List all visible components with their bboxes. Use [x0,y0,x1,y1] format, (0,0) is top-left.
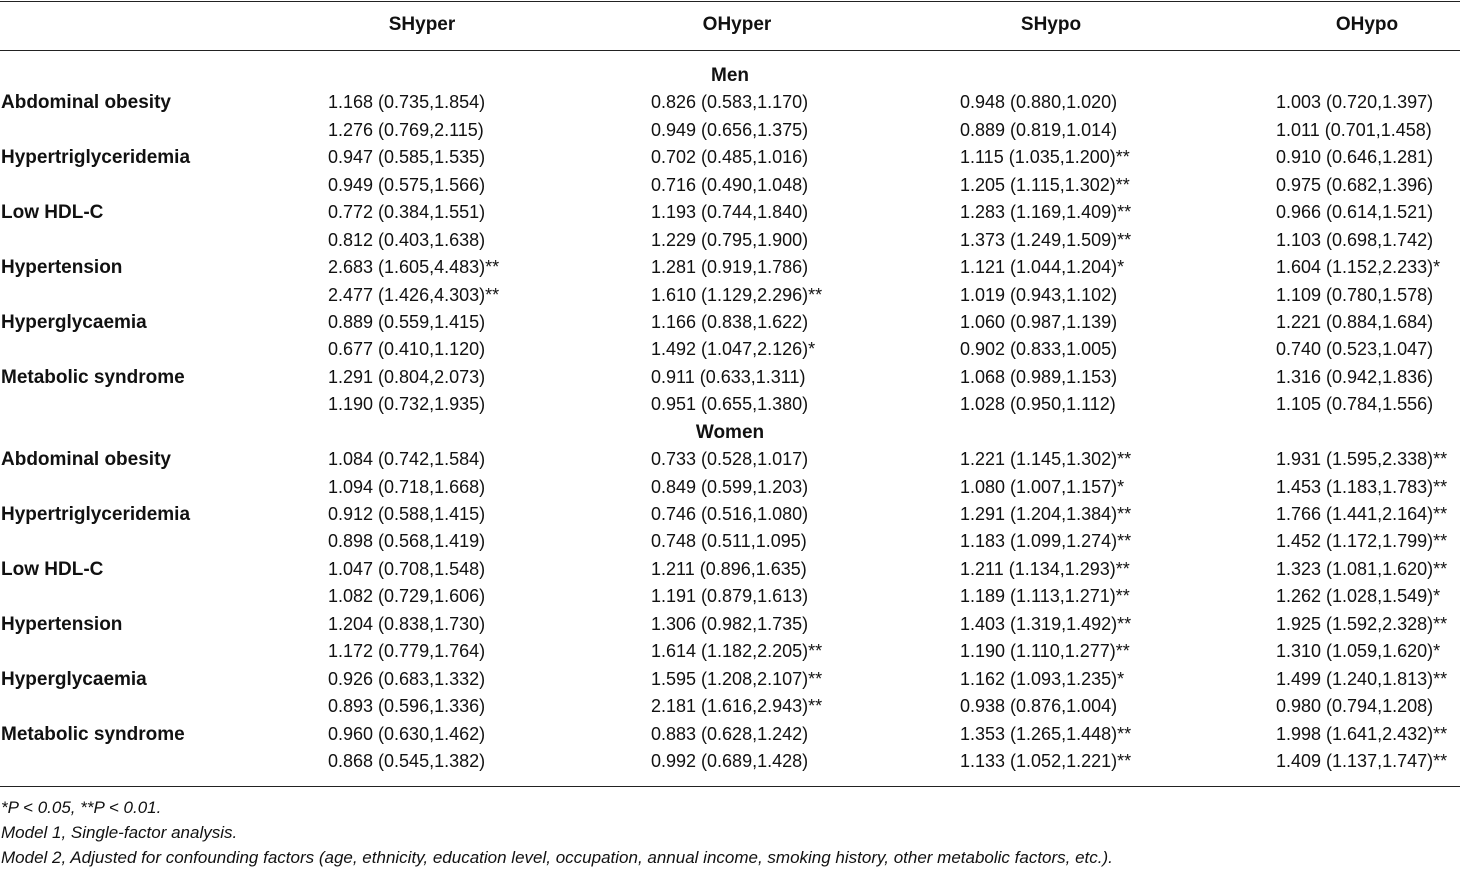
table-cell: 1.011 (0.701,1.458) [1276,119,1432,140]
table-cell: 2.683 (1.605,4.483)** [328,257,500,278]
footnote-model-2: Model 2, Adjusted for confounding factors (age, ethnicity, education level, occupation, annual income, smoking history, other metabolic factors, etc.). [1,848,1113,867]
table-cell: 1.595 (1.208,2.107)** [651,668,823,689]
table-cell: 1.281 (0.919,1.786) [651,257,809,278]
table-cell: 1.403 (1.319,1.492)** [960,613,1132,634]
table-cell: 0.926 (0.683,1.332) [328,668,486,689]
table-cell: 0.911 (0.633,1.311) [651,366,806,387]
table-cell: 0.949 (0.656,1.375) [651,119,809,140]
table-cell: 0.898 (0.568,1.419) [328,531,486,552]
table-cell: 0.902 (0.833,1.005) [960,339,1118,360]
table-cell: 1.028 (0.950,1.112) [960,394,1116,415]
table-cell: 1.310 (1.059,1.620)* [1276,641,1441,662]
table-row [0,282,1460,309]
table-row [0,254,1460,281]
table-cell: 1.453 (1.183,1.783)** [1276,476,1448,497]
table-row [0,117,1460,144]
table-cell: 0.677 (0.410,1.120) [328,339,486,360]
table-cell: 1.221 (0.884,1.684) [1276,311,1434,332]
table-cell: 0.966 (0.614,1.521) [1276,202,1434,223]
table-cell: 1.316 (0.942,1.836) [1276,366,1434,387]
row-label: Hypertriglyceridemia [1,147,191,169]
group-title: Women [695,421,765,443]
table-cell: 0.883 (0.628,1.242) [651,723,809,744]
table-cell: 1.931 (1.595,2.338)** [1276,449,1448,470]
table-cell: 0.716 (0.490,1.048) [651,174,809,195]
table-row [0,748,1460,775]
table-cell: 1.452 (1.172,1.799)** [1276,531,1448,552]
table-cell: 0.826 (0.583,1.170) [651,92,809,113]
table-cell: 1.189 (1.113,1.271)** [960,586,1130,607]
table-cell: 0.702 (0.485,1.016) [651,147,809,168]
table-row [0,611,1460,638]
table-cell: 0.912 (0.588,1.415) [328,504,486,524]
table-cell: 1.492 (1.047,2.126)* [651,339,816,360]
row-label: Metabolic syndrome [1,366,185,388]
table-cell: 1.614 (1.182,2.205)** [651,641,823,662]
table-cell: 1.766 (1.441,2.164)** [1276,504,1448,524]
table-row [0,391,1460,418]
table-cell: 2.181 (1.616,2.943)** [651,696,823,717]
table-row [0,583,1460,610]
table-cell: 1.115 (1.035,1.200)** [960,147,1130,168]
table-cell: 0.746 (0.516,1.080) [651,504,809,524]
table-cell: 1.276 (0.769,2.115) [328,119,484,140]
table-cell: 0.893 (0.596,1.336) [328,696,486,717]
table-cell: 0.812 (0.403,1.638) [328,229,486,250]
table-cell: 1.003 (0.720,1.397) [1276,92,1434,113]
table-cell: 0.733 (0.528,1.017) [651,449,809,470]
table-row [0,144,1460,171]
table-cell: 1.162 (1.093,1.235)* [960,668,1125,689]
table-cell: 0.980 (0.794,1.208) [1276,696,1434,717]
table-cell: 1.047 (0.708,1.548) [328,558,486,579]
table-header-row [0,14,1460,40]
table-cell: 0.889 (0.819,1.014) [960,119,1118,140]
table-cell: 1.166 (0.838,1.622) [651,311,809,332]
table-cell: 0.951 (0.655,1.380) [651,394,809,415]
table-row [0,501,1460,528]
table-cell: 0.949 (0.575,1.566) [328,174,486,195]
table-cell: 1.211 (0.896,1.635) [651,558,807,579]
table-cell: 1.204 (0.838,1.730) [328,613,486,634]
column-header-ohyper: OHyper [702,14,772,35]
column-header-shypo: SHypo [1020,14,1082,35]
table-cell: 0.975 (0.682,1.396) [1276,174,1434,195]
table-cell: 1.998 (1.641,2.432)** [1276,723,1448,744]
table-cell: 1.168 (0.735,1.854) [328,92,486,113]
table-row [0,227,1460,254]
row-label: Abdominal obesity [1,92,171,114]
table-top-rule [0,1,1460,2]
row-label: Hypertension [1,613,123,635]
table-cell: 1.291 (0.804,2.073) [328,366,486,387]
group-header-row [0,62,1460,89]
table-cell: 1.925 (1.592,2.328)** [1276,613,1448,634]
table-cell: 1.499 (1.240,1.813)** [1276,668,1448,689]
table-body [0,62,1460,775]
table-row [0,556,1460,583]
table-cell: 1.109 (0.780,1.578) [1276,284,1434,305]
table-cell: 1.082 (0.729,1.606) [328,586,486,607]
row-label: Low HDL-C [1,202,104,224]
table-cell: 1.193 (0.744,1.840) [651,202,809,223]
table-cell: 1.191 (0.879,1.613) [651,586,809,607]
table-cell: 1.172 (0.779,1.764) [328,641,486,662]
table-cell: 0.938 (0.876,1.004) [960,696,1118,717]
table-cell: 1.221 (1.145,1.302)** [960,449,1132,470]
table-cell: 2.477 (1.426,4.303)** [328,284,500,305]
group-header-row [0,419,1460,446]
footnote-model-1: Model 1, Single-factor analysis. [1,823,238,842]
table-row [0,172,1460,199]
table-cell: 1.604 (1.152,2.233)* [1276,257,1441,278]
table-row [0,309,1460,336]
table-cell: 1.103 (0.698,1.742) [1276,229,1434,250]
table-cell: 1.610 (1.129,2.296)** [651,284,823,305]
table-cell: 1.283 (1.169,1.409)** [960,202,1132,223]
row-label: Metabolic syndrome [1,723,185,745]
table-row [0,364,1460,391]
table-cell: 1.080 (1.007,1.157)* [960,476,1125,497]
table-cell: 1.183 (1.099,1.274)** [960,531,1132,552]
table-row [0,693,1460,720]
table-cell: 1.353 (1.265,1.448)** [960,723,1132,744]
footnotes [1,795,1113,870]
group-title: Men [711,65,749,86]
table-row [0,474,1460,501]
table-cell: 1.262 (1.028,1.549)* [1276,586,1441,607]
table-cell: 0.889 (0.559,1.415) [328,311,486,332]
table-cell: 1.121 (1.044,1.204)* [960,257,1125,278]
table-row [0,638,1460,665]
table-cell: 1.133 (1.052,1.221)** [960,750,1132,771]
table-bottom-rule [0,786,1460,787]
footnote-significance: *P < 0.05, **P < 0.01. [1,798,162,817]
row-label: Hyperglycaemia [1,311,147,333]
table-cell: 1.306 (0.982,1.735) [651,613,809,634]
table-cell: 0.992 (0.689,1.428) [651,750,809,771]
column-header-shyper: SHyper [388,14,456,35]
table-cell: 1.229 (0.795,1.900) [651,229,809,250]
table-row [0,336,1460,363]
table-row [0,89,1460,116]
row-label: Hyperglycaemia [1,668,147,690]
row-label: Hypertension [1,257,123,279]
table-cell: 0.772 (0.384,1.551) [328,202,486,223]
table-cell: 0.740 (0.523,1.047) [1276,339,1434,360]
table-cell: 0.748 (0.511,1.095) [651,531,807,552]
table-cell: 1.094 (0.718,1.668) [328,476,486,497]
table-cell: 0.910 (0.646,1.281) [1276,147,1434,168]
table-cell: 1.409 (1.137,1.747)** [1276,750,1448,771]
table-row [0,199,1460,226]
row-label: Low HDL-C [1,558,104,580]
table-cell: 1.205 (1.115,1.302)** [960,174,1130,195]
table-cell: 0.947 (0.585,1.535) [328,147,486,168]
table-cell: 0.960 (0.630,1.462) [328,723,486,744]
table-row [0,666,1460,693]
table-row [0,446,1460,473]
row-label: Abdominal obesity [1,449,171,471]
table-cell: 1.084 (0.742,1.584) [328,449,486,470]
table-cell: 1.211 (1.134,1.293)** [960,558,1130,579]
table-cell: 1.190 (0.732,1.935) [328,394,486,415]
table-cell: 0.849 (0.599,1.203) [651,476,809,497]
table-header-rule [0,50,1460,51]
table-row [0,528,1460,555]
row-label: Hypertriglyceridemia [1,504,191,525]
table-cell: 1.190 (1.110,1.277)** [960,641,1130,662]
table-cell: 1.291 (1.204,1.384)** [960,504,1132,524]
table-cell: 0.868 (0.545,1.382) [328,750,486,771]
table-cell: 0.948 (0.880,1.020) [960,92,1118,113]
table-cell: 1.105 (0.784,1.556) [1276,394,1434,415]
table-cell: 1.068 (0.989,1.153) [960,366,1118,387]
column-header-ohypo: OHypo [1335,14,1399,35]
table-cell: 1.019 (0.943,1.102) [960,284,1118,305]
table-cell: 1.060 (0.987,1.139) [960,311,1118,332]
table-cell: 1.373 (1.249,1.509)** [960,229,1132,250]
table-cell: 1.323 (1.081,1.620)** [1276,558,1448,579]
table-row [0,721,1460,748]
